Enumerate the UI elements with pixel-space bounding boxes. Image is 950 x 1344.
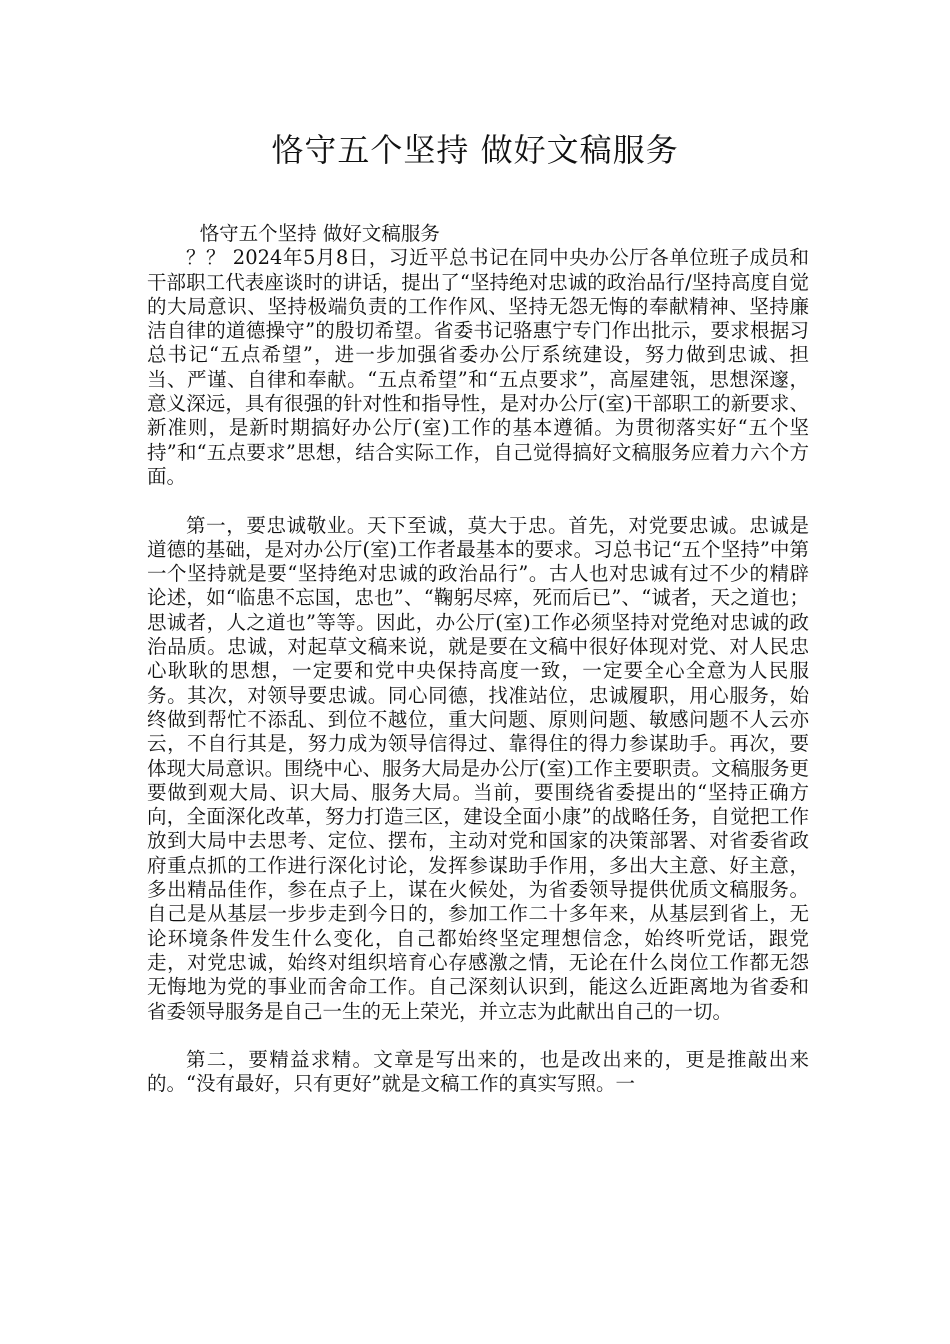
document-subtitle: 恪守五个坚持 做好文稿服务	[199, 222, 440, 245]
paragraph-second-point: 第二，要精益求精。文章是写出来的，也是改出来的，更是推敲出来的。“没有最好，只有更好”就是文稿工作的真实写照。一	[147, 1048, 809, 1096]
document-body	[147, 222, 809, 1097]
paragraph-intro: ？？ 2024年5月8日，习近平总书记在同中央办公厅各单位班子成员和干部职工代表座谈时的讲话，提出了“坚持绝对忠诚的政治品行/坚持高度自觉的大局意识、坚持极端负责的工作作风、坚持无怨无悔的奉献精神、坚持廉洁自律的道德操守”的殷切希望。省委书记骆惠宁专门作出批示，要求根据习总书记“五点希望”，进一步加强省委办公厅系统建设，努力做到忠诚、担当、严谨、自律和奉献。“五点希望”和“五点要求”，高屋建瓴，思想深邃，意义深远，具有很强的针对性和指导性，是对办公厅(室)干部职工的新要求、新准则，是新时期搞好办公厅(室)工作的基本遵循。为贯彻落实好“五个坚持”和“五点要求”思想，结合实际工作，自己觉得搞好文稿服务应着力六个方面。	[147, 246, 809, 488]
paragraph-first-point: 第一，要忠诚敬业。天下至诚，莫大于忠。首先，对党要忠诚。忠诚是道德的基础，是对办公厅(室)工作者最基本的要求。习总书记“五个坚持”中第一个坚持就是要“坚持绝对忠诚的政治品行”。古人也对忠诚有过不少的精辟论述，如“临患不忘国，忠也”、“鞠躬尽瘁，死而后已”、“诚者，天之道也；思诚者，人之道也”等等。因此，办公厅(室)工作必须坚持对党绝对忠诚的政治品质。忠诚，对起草文稿来说，就是要在文稿中很好体现对党、对人民忠心耿耿的思想，一定要和党中央保持高度一致，一定要全心全意为人民服务。其次，对领导要忠诚。同心同德，找准站位，忠诚履职，用心服务，始终做到帮忙不添乱、到位不越位，重大问题、原则问题、敏感问题不人云亦云，不自行其是，努力成为领导信得过、靠得住的得力参谋助手。再次，要体现大局意识。围绕中心、服务大局是办公厅(室)工作主要职责。文稿服务更要做到观大局、识大局、服务大局。当前，要围绕省委提出的“坚持正确方向，全面深化改革，努力打造三区，建设全面小康”的战略任务，自觉把工作放到大局中去思考、定位、摆布，主动对党和国家的决策部署、对省委省政府重点抓的工作进行深化讨论，发挥参谋助手作用，多出大主意、好主意，多出精品佳作，参在点子上，谋在火候处，为省委领导提供优质文稿服务。自己是从基层一步步走到今日的，参加工作二十多年来，从基层到省上，无论环境条件发生什么变化，自己都始终坚定理想信念，始终听党话，跟党走，对党忠诚，始终对组织培育心存感激之情，无论在什么岗位工作都无怨无悔地为党的事业而舍命工作。自己深刻认识到，能这么近距离地为省委和省委领导服务是自己一生的无上荣光，并立志为此献出自己的一切。	[147, 513, 809, 1023]
document-title: 恪守五个坚持 做好文稿服务	[271, 131, 679, 169]
